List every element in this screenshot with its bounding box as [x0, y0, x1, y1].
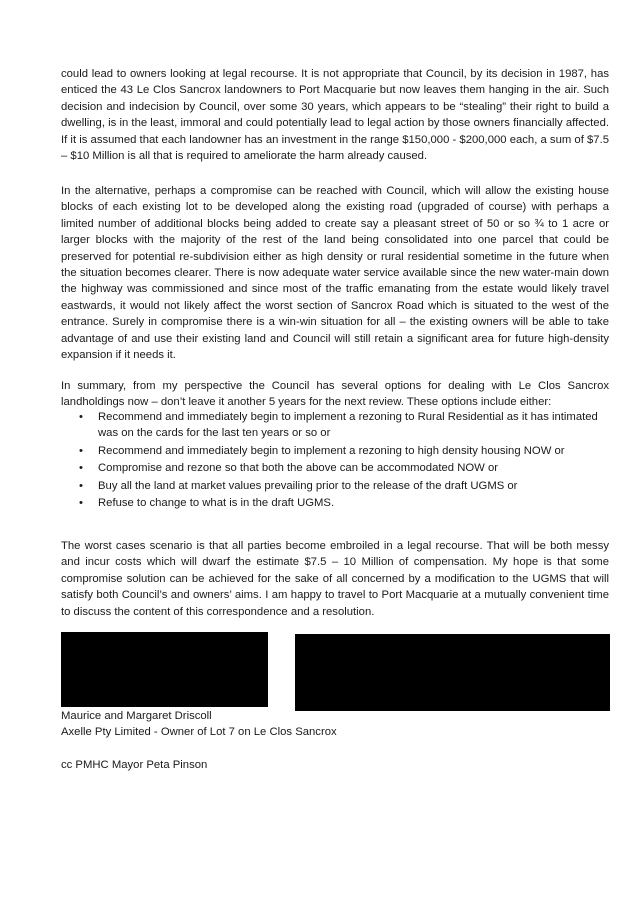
paragraph-legal-recourse: could lead to owners looking at legal recourse. It is not appropriate that Council, by its decision in 1987, has enticed the 43 Le Clos Sancrox landowners to Port Macquarie but now leaves them hanging in the air. Such decision and indecision by Council, over some 30 years, which appears to be “stealing” their right to build a dwelling, is in the least, immoral and could potentially lead to legal action by those owners financially affected. If it is assumed that each landowner has an investment in the range $150,000 - $200,000 each, a sum of $7.5 – $10 Million is all that is required to ameliorate the harm already caused. — [61, 68, 609, 163]
list-item — [61, 460, 609, 476]
list-item — [61, 443, 609, 459]
paragraph-worst-case: The worst cases scenario is that all parties become embroiled in a legal recourse. That will be both messy and incur costs which will dwarf the estimate $7.5 – 10 Million of compensation. My hope is that some compromise solution can be achieved for the sake of all concerned by a modification to the UGMS that will satisfy both Council’s and owners’ aims. I am happy to travel to Port Macquarie at a mutually convenient time to discuss the content of this correspondence and a resolution. — [61, 540, 609, 618]
options-list — [61, 409, 609, 512]
bullet-icon: • — [79, 444, 83, 457]
list-item — [61, 495, 609, 511]
redacted-signature-left — [61, 632, 268, 707]
cc-line: cc PMHC Mayor Peta Pinson — [61, 759, 208, 771]
bullet-icon: • — [79, 497, 83, 510]
signatory-names: Maurice and Margaret Driscoll — [61, 710, 212, 722]
signatory-company: Axelle Pty Limited - Owner of Lot 7 on Le Clos Sancrox — [61, 726, 337, 738]
redacted-signature-right — [295, 634, 610, 711]
option-text: Refuse to change to what is in the draft UGMS. — [98, 497, 335, 510]
bullet-icon: • — [79, 411, 83, 423]
option-text: Recommend and immediately begin to implement a rezoning to high density housing NOW or — [98, 444, 565, 457]
bullet-icon: • — [79, 479, 83, 492]
paragraph-summary: In summary, from my perspective the Council has several options for dealing with Le Clos Sancrox landholdings now – don’t leave it another 5 years for the next review. These options include either: — [61, 380, 609, 409]
option-text: Buy all the land at market values prevailing prior to the release of the draft UGMS or — [98, 479, 518, 492]
bullet-icon: • — [79, 462, 83, 475]
list-item — [61, 478, 609, 494]
list-item — [61, 409, 609, 442]
paragraph-compromise: In the alternative, perhaps a compromise can be reached with Council, which will allow the existing house blocks of each existing lot to be developed along the existing road (upgraded of course) with perhaps a limited number of additional blocks being added to create say a pleasant street of 50 or so ¾ to 1 acre or larger blocks with the majority of the rest of the land being consolidated into one parcel that could be preserved for potential re-subdivision either as high density or rural residential sometime in the future when the situation becomes clearer. There is now adequate water service available since the new water-main down the highway was commissioned and since most of the traffic emanating from the estate would likely travel eastwards, it would not likely affect the worst section of Sancrox Road which is situated to the west of the entrance. Surely in compromise there is a win-win situation for all – the existing owners will be able to take advantage of and use their existing land and Council will still retain a significant area for future high-density expansion if it needs it. — [61, 185, 609, 362]
option-text: Recommend and immediately begin to implement a rezoning to Rural Residential as it has intimated was on the cards for the last ten years or so or — [98, 411, 598, 440]
option-text: Compromise and rezone so that both the above can be accommodated NOW or — [98, 462, 498, 475]
